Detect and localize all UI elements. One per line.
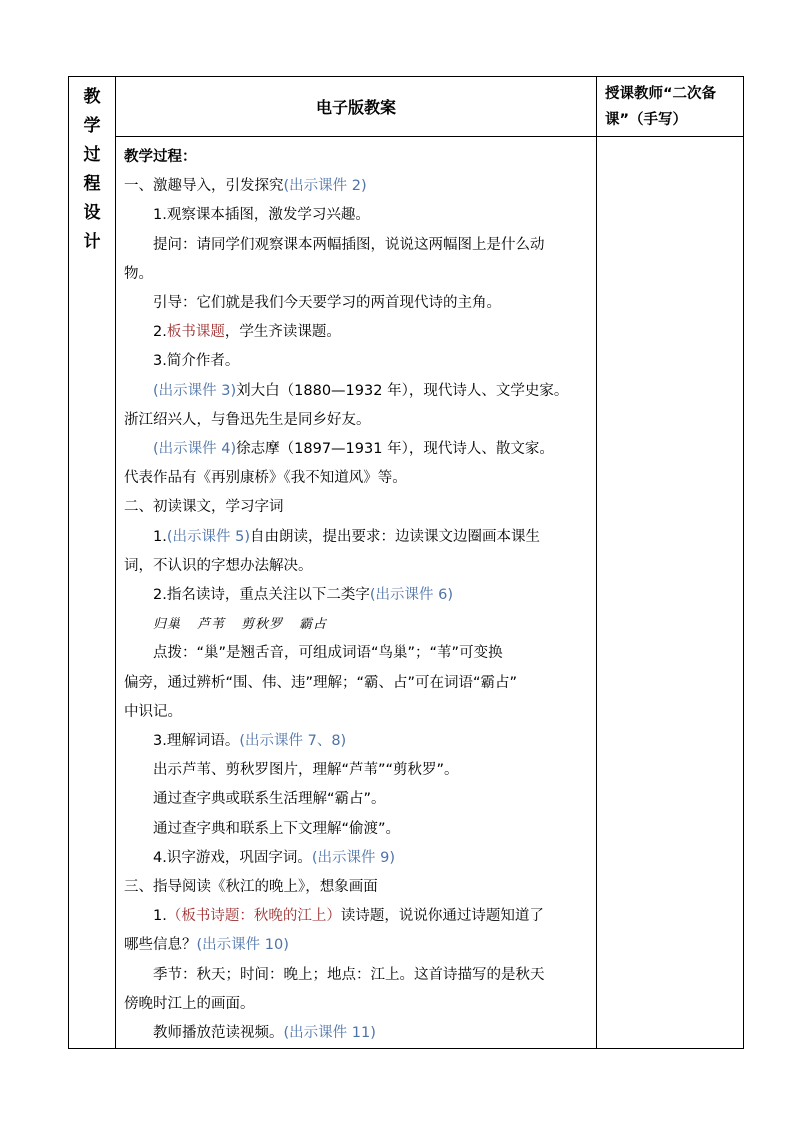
char-word: 归巢 bbox=[153, 617, 182, 633]
text-line: 1.(出示课件 5)自由朗读，提出要求：边读课文边圈画本课生 bbox=[153, 528, 540, 545]
text-line: 中识记。 bbox=[124, 703, 182, 720]
lesson-body bbox=[116, 137, 597, 1049]
section-3-title: 三、指导阅读《秋江的晚上》，想象画面 bbox=[124, 879, 378, 896]
text-line: 3.理解词语。(出示课件 7、8) bbox=[153, 733, 347, 750]
text-line: 哪些信息？(出示课件 10) bbox=[124, 937, 289, 954]
board-note: 板书课题 bbox=[166, 324, 225, 341]
text-line: 季节：秋天；时间：晚上；地点：江上。这首诗描写的是秋天 bbox=[153, 966, 545, 983]
handwritten-notes-area[interactable] bbox=[597, 137, 744, 1049]
text-line: 物。 bbox=[124, 265, 153, 282]
text-line: 傍晚时江上的画面。 bbox=[124, 995, 255, 1012]
courseware-ref: (出示课件 3) bbox=[153, 382, 237, 399]
courseware-ref: (出示课件 7、8) bbox=[239, 733, 347, 750]
text-line: 偏旁，通过辨析“围、伟、违”理解；“霸、占”可在词语“霸占” bbox=[124, 674, 518, 691]
text-line: 1.观察课本插图，激发学习兴趣。 bbox=[153, 207, 370, 224]
text-line: 通过查字典和联系上下文理解“偷渡”。 bbox=[153, 820, 401, 837]
courseware-ref: (出示课件 5) bbox=[166, 528, 250, 545]
side-label: 教学过程设计 bbox=[83, 87, 101, 252]
text-line: 出示芦苇、剪秋罗图片，理解“芦苇”“剪秋罗”。 bbox=[153, 762, 459, 779]
char-word: 剪秋罗 bbox=[241, 617, 284, 633]
text-line: 词，不认识的字想办法解决。 bbox=[124, 557, 313, 574]
text-line: 提问：请同学们观察课本两幅插图，说说这两幅图上是什么动 bbox=[153, 236, 545, 253]
side-label-cell bbox=[69, 77, 116, 1049]
text-line: 2.指名读诗，重点关注以下二类字(出示课件 6) bbox=[153, 587, 453, 604]
char-word: 霸占 bbox=[299, 617, 328, 633]
text-line: (出示课件 3)刘大白（1880—1932 年），现代诗人、文学史家。 bbox=[153, 382, 569, 399]
text-line: 4.识字游戏，巩固字词。(出示课件 9) bbox=[153, 849, 395, 866]
lesson-plan-table bbox=[68, 76, 744, 1049]
text-line: (出示课件 4)徐志摩（1897—1931 年），现代诗人、散文家。 bbox=[153, 441, 554, 458]
text-line: 点拨：“巢”是翘舌音，可组成词语“鸟巢”；“苇”可变换 bbox=[153, 645, 503, 662]
courseware-ref: (出示课件 6) bbox=[369, 587, 453, 604]
notes-header: 授课教师“二次备课”（手写） bbox=[597, 77, 744, 137]
courseware-ref: (出示课件 9) bbox=[311, 849, 395, 866]
text-line: 通过查字典或联系生活理解“霸占”。 bbox=[153, 791, 386, 808]
courseware-ref: (出示课件 10) bbox=[196, 937, 289, 954]
board-note: （板书诗题：秋晚的江上） bbox=[166, 908, 341, 925]
text-line: 3.简介作者。 bbox=[153, 353, 240, 370]
text-line: 代表作品有《再别康桥》《我不知道风》等。 bbox=[124, 470, 407, 487]
courseware-ref: (出示课件 2) bbox=[283, 178, 367, 195]
text-line: 2.板书课题，学生齐读课题。 bbox=[153, 324, 341, 341]
section-2-title: 二、初读课文，学习字词 bbox=[124, 499, 284, 516]
section-1-title: 一、激趣导入，引发探究(出示课件 2) bbox=[124, 178, 367, 195]
text-line: 1.（板书诗题：秋晚的江上）读诗题，说说你通过诗题知道了 bbox=[153, 908, 544, 925]
page-title: 电子版教案 bbox=[116, 77, 597, 137]
char-word: 芦苇 bbox=[197, 617, 226, 633]
courseware-ref: (出示课件 4) bbox=[153, 441, 237, 458]
text-line: 教师播放范读视频。(出示课件 11) bbox=[153, 1025, 376, 1042]
text-line: 浙江绍兴人，与鲁迅先生是同乡好友。 bbox=[124, 411, 371, 428]
courseware-ref: (出示课件 11) bbox=[283, 1025, 376, 1042]
character-list bbox=[124, 610, 588, 639]
content-heading: 教学过程： bbox=[124, 149, 197, 165]
text-line: 引导：它们就是我们今天要学习的两首现代诗的主角。 bbox=[153, 295, 501, 312]
